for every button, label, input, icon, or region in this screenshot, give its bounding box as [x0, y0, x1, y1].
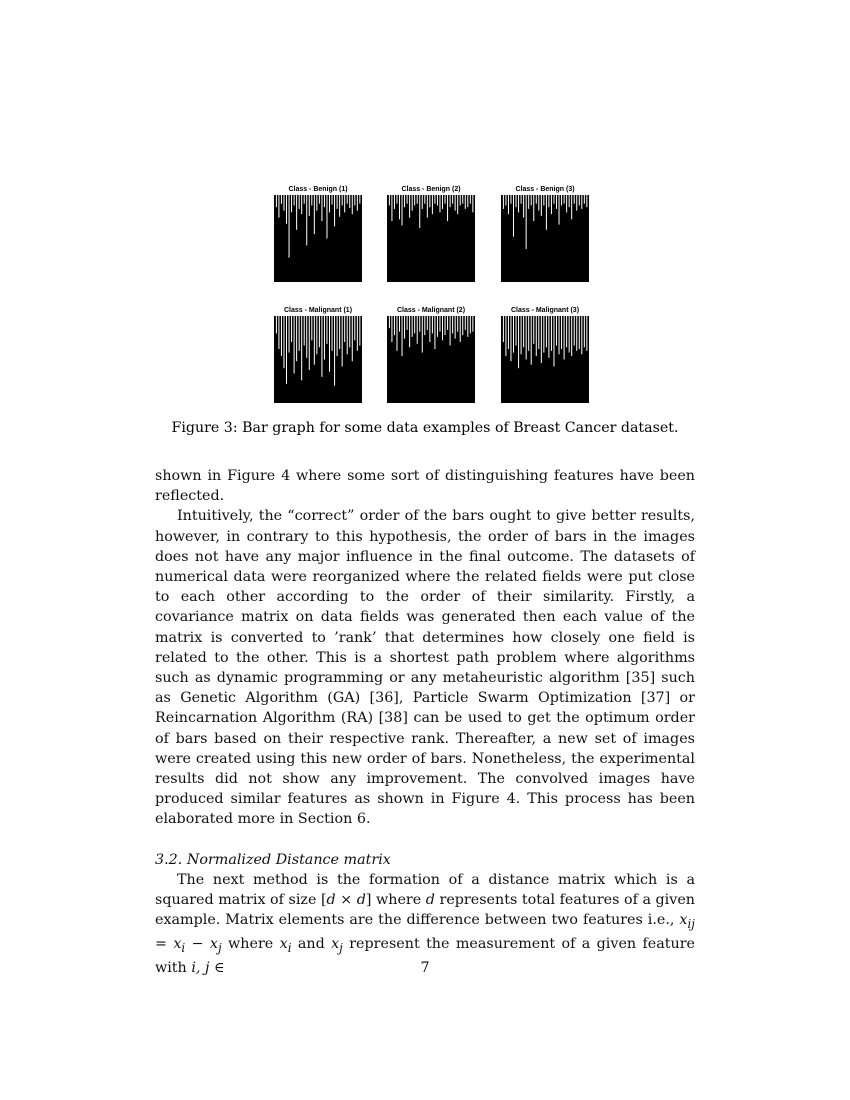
- data-bar: [523, 195, 524, 218]
- data-bar: [391, 316, 392, 342]
- data-bar: [399, 195, 400, 219]
- bar-image: [387, 195, 475, 282]
- data-bar: [559, 195, 560, 225]
- data-bar: [389, 195, 390, 205]
- data-bar: [531, 316, 532, 365]
- data-bar: [528, 195, 529, 209]
- data-bar: [533, 195, 534, 221]
- data-bar: [326, 195, 327, 239]
- data-bar: [347, 195, 348, 204]
- data-bar: [516, 316, 517, 346]
- math-subscript: j: [339, 941, 343, 956]
- data-bar: [419, 195, 420, 228]
- data-bar: [404, 195, 405, 207]
- data-bar: [319, 195, 320, 204]
- data-bar: [462, 195, 463, 204]
- panel-title: Class - Malignant (1): [283, 307, 353, 314]
- data-bar: [553, 195, 554, 204]
- data-bar: [407, 195, 408, 204]
- data-bar: [503, 195, 504, 209]
- data-bar: [337, 195, 338, 209]
- data-bar: [296, 316, 297, 361]
- data-bar: [342, 195, 343, 205]
- text-run: and: [291, 936, 332, 953]
- bar-image: [501, 195, 589, 282]
- data-bar: [296, 195, 297, 230]
- data-bar: [556, 195, 557, 209]
- data-bar: [357, 195, 358, 211]
- text-run: ] where: [365, 892, 426, 909]
- section-heading-3-2: 3.2. Normalized Distance matrix: [155, 851, 391, 868]
- data-bar: [339, 316, 340, 349]
- data-bar: [432, 195, 433, 214]
- data-bar: [314, 316, 315, 365]
- math-subscript: j: [218, 941, 222, 956]
- data-bar: [556, 316, 557, 346]
- data-bar: [546, 195, 547, 230]
- data-bar: [548, 195, 549, 207]
- text-run: The next method is the formation of a distance matrix which is a squared matrix of size [: [155, 871, 695, 909]
- data-bar: [513, 195, 514, 237]
- data-bar: [445, 316, 446, 335]
- data-bar: [409, 195, 410, 218]
- data-bar: [396, 195, 397, 204]
- data-bar: [576, 195, 577, 211]
- data-bar: [462, 316, 463, 335]
- panel-background: [501, 316, 589, 403]
- data-bar: [472, 195, 473, 212]
- body-text: [155, 466, 695, 979]
- data-bar: [437, 195, 438, 205]
- data-bar: [316, 316, 317, 354]
- data-bar: [281, 316, 282, 356]
- data-bar: [452, 316, 453, 333]
- data-bar: [447, 316, 448, 330]
- data-bar: [455, 316, 456, 339]
- data-bar: [513, 316, 514, 353]
- data-bar: [526, 316, 527, 360]
- panel-title: Class - Benign (1): [288, 186, 348, 193]
- data-bar: [347, 316, 348, 354]
- data-bar: [321, 316, 322, 377]
- data-bar: [429, 195, 430, 207]
- data-bar: [586, 316, 587, 351]
- data-bar: [510, 195, 511, 204]
- data-bar: [472, 316, 473, 332]
- data-bar: [439, 195, 440, 212]
- data-bar: [316, 195, 317, 211]
- data-bar: [319, 316, 320, 347]
- data-bar: [581, 195, 582, 209]
- data-bar: [394, 316, 395, 335]
- data-bar: [450, 195, 451, 207]
- data-bar: [538, 195, 539, 211]
- data-bar: [442, 195, 443, 209]
- math-subscript: i: [287, 941, 292, 956]
- data-bar: [559, 316, 560, 354]
- data-bar: [465, 316, 466, 330]
- data-bar: [548, 316, 549, 358]
- math-expr: d: [425, 892, 435, 909]
- data-bar: [516, 195, 517, 207]
- data-bar: [541, 195, 542, 216]
- data-bar: [334, 195, 335, 226]
- data-bar: [533, 316, 534, 344]
- data-bar: [332, 316, 333, 351]
- data-bar: [402, 316, 403, 356]
- data-bar: [470, 195, 471, 204]
- data-bar: [422, 195, 423, 209]
- data-bar: [337, 316, 338, 356]
- text-run: represents total features of a given example. Matrix elements are the difference between two features i.e.,: [155, 892, 695, 929]
- data-bar: [536, 195, 537, 204]
- data-bar: [561, 316, 562, 349]
- math-expr: x: [173, 936, 182, 953]
- data-bar: [518, 195, 519, 212]
- data-bar: [536, 316, 537, 356]
- data-bar: [326, 316, 327, 344]
- data-bar: [289, 195, 290, 258]
- data-bar: [294, 316, 295, 373]
- data-bar: [332, 195, 333, 205]
- bar-image: [274, 316, 362, 403]
- data-bar: [505, 316, 506, 356]
- panel-title: Class - Malignant (3): [510, 307, 580, 314]
- math-expr: x: [279, 936, 288, 953]
- data-bar: [508, 316, 509, 349]
- data-bar: [455, 195, 456, 211]
- panel-title: Class - Benign (3): [515, 186, 575, 193]
- data-bar: [309, 195, 310, 216]
- data-bar: [283, 316, 284, 368]
- panel-background: [274, 195, 362, 282]
- data-bar: [344, 316, 345, 342]
- data-bar: [439, 316, 440, 332]
- math-expr: i, j: [191, 960, 210, 977]
- data-bar: [311, 195, 312, 205]
- data-bar: [508, 195, 509, 214]
- paragraph-intuitively: Intuitively, the “correct” order of the bars ought to give better results, however, in contrary to this hypothesis, the order of bars in the images does not have any major influence in the final outcome. The datasets of numerical data were reorganized where the related fields were put close to each other according to the order of their similarity. Firstly, a covariance matrix on data fields was generated then each value of the matrix is converted to ’rank’ that determines how closely one field is related to the other. This is a shortest path problem where algorithms such as dynamic programming or any metaheuristic algorithm [35] such as Genetic Algorithm (GA) [36], Particle Swarm Optimization [37] or Reincarnation Algorithm (RA) [38] can be used to get the optimum order of bars based on their respective rank. Thereafter, a new set of images were created using this new order of bars. Nonetheless, the experimental results did not show any improvement. The convolved images have produced similar features as shown in Figure 4. This process has been elaborated more in Section 6.: [155, 508, 695, 828]
- data-bar: [412, 316, 413, 337]
- math-expr: x: [679, 912, 688, 929]
- data-bar: [579, 195, 580, 205]
- data-bar: [304, 195, 305, 204]
- data-bar: [510, 316, 511, 361]
- text-run: where: [221, 936, 280, 953]
- data-bar: [404, 316, 405, 339]
- data-bar: [422, 316, 423, 353]
- data-bar: [445, 195, 446, 204]
- data-bar: [427, 316, 428, 330]
- data-bar: [434, 316, 435, 349]
- text-run: −: [185, 936, 210, 953]
- math-expr: d × d: [326, 892, 366, 909]
- data-bar: [574, 316, 575, 346]
- data-bar: [447, 195, 448, 221]
- figure-caption: Figure 3: Bar graph for some data examples of Breast Cancer dataset.: [171, 420, 679, 436]
- data-bar: [551, 316, 552, 351]
- data-bar: [503, 316, 504, 342]
- data-bar: [342, 316, 343, 366]
- data-bar: [505, 195, 506, 205]
- data-bar: [276, 316, 277, 333]
- data-bar: [543, 195, 544, 205]
- panel-title: Class - Malignant (2): [396, 307, 466, 314]
- math-expr: x: [331, 936, 340, 953]
- text-run: ∈: [209, 960, 225, 977]
- data-bar: [518, 316, 519, 368]
- data-bar: [354, 195, 355, 205]
- data-bar: [571, 316, 572, 356]
- data-bar: [354, 316, 355, 340]
- data-bar: [352, 316, 353, 361]
- panel-background: [501, 195, 589, 282]
- paragraph-continuation: shown in Figure 4 where some sort of distinguishing features have been reflected.: [155, 468, 695, 505]
- data-bar: [289, 316, 290, 353]
- data-bar: [396, 316, 397, 351]
- data-bar: [442, 316, 443, 340]
- data-bar: [324, 195, 325, 207]
- data-bar: [291, 195, 292, 212]
- data-bar: [432, 316, 433, 333]
- panel-background: [387, 195, 475, 282]
- data-bar: [470, 316, 471, 333]
- data-bar: [541, 316, 542, 363]
- data-bar: [450, 316, 451, 346]
- data-bar: [389, 316, 390, 328]
- data-bar: [283, 195, 284, 211]
- data-bar: [299, 195, 300, 209]
- data-bar: [460, 195, 461, 205]
- data-bar: [329, 195, 330, 212]
- data-bar: [359, 195, 360, 204]
- math-subscript: ij: [687, 917, 695, 932]
- data-bar: [566, 195, 567, 212]
- data-bar: [531, 195, 532, 205]
- data-bar: [391, 195, 392, 221]
- data-bar: [467, 195, 468, 207]
- data-bar: [584, 316, 585, 347]
- data-bar: [579, 316, 580, 349]
- data-bar: [566, 316, 567, 347]
- math-expr: x: [209, 936, 218, 953]
- data-bar: [324, 316, 325, 360]
- data-bar: [576, 316, 577, 351]
- data-bar: [526, 195, 527, 249]
- data-bar: [344, 195, 345, 212]
- data-bar: [546, 316, 547, 347]
- math-subscript: i: [181, 941, 186, 956]
- data-bar: [321, 195, 322, 221]
- data-bar: [561, 195, 562, 205]
- data-bar: [434, 195, 435, 204]
- data-bar: [564, 316, 565, 360]
- data-bar: [521, 316, 522, 354]
- data-bar: [424, 316, 425, 335]
- data-bar: [465, 195, 466, 209]
- data-bar: [294, 195, 295, 205]
- data-bar: [424, 195, 425, 204]
- data-bar: [301, 316, 302, 380]
- data-bar: [543, 316, 544, 353]
- data-bar: [334, 316, 335, 386]
- data-bar: [357, 316, 358, 351]
- data-bar: [409, 316, 410, 347]
- data-bar: [457, 316, 458, 332]
- data-bar: [586, 195, 587, 207]
- data-bar: [399, 316, 400, 332]
- data-bar: [452, 195, 453, 204]
- bar-image: [501, 316, 589, 403]
- panel-background: [274, 316, 362, 403]
- data-bar: [460, 316, 461, 342]
- data-bar: [569, 316, 570, 353]
- data-bar: [286, 195, 287, 224]
- data-bar: [407, 316, 408, 330]
- data-bar: [278, 316, 279, 349]
- data-bar: [339, 195, 340, 217]
- data-bar: [309, 316, 310, 370]
- data-bar: [457, 195, 458, 214]
- data-bar: [276, 195, 277, 207]
- data-bar: [278, 195, 279, 218]
- data-bar: [467, 316, 468, 337]
- data-bar: [352, 195, 353, 214]
- text-run: =: [155, 936, 174, 953]
- data-bar: [412, 195, 413, 211]
- data-bar: [329, 316, 330, 372]
- data-bar: [359, 316, 360, 346]
- data-bar: [523, 316, 524, 347]
- data-bar: [564, 195, 565, 204]
- data-bar: [291, 316, 292, 342]
- page-number: 7: [420, 960, 430, 976]
- data-bar: [437, 316, 438, 337]
- data-bar: [394, 195, 395, 209]
- data-bar: [417, 195, 418, 204]
- data-bar: [538, 316, 539, 349]
- data-bar: [414, 316, 415, 333]
- data-bar: [581, 316, 582, 354]
- data-bar: [306, 316, 307, 358]
- data-bar: [551, 195, 552, 214]
- data-bar: [574, 195, 575, 204]
- data-bar: [301, 195, 302, 214]
- data-bar: [286, 316, 287, 384]
- data-bar: [304, 316, 305, 346]
- data-bar: [349, 195, 350, 208]
- data-bar: [281, 195, 282, 204]
- data-bar: [569, 195, 570, 207]
- data-bar: [306, 195, 307, 245]
- data-bar: [427, 195, 428, 218]
- data-bar: [521, 195, 522, 204]
- data-bar: [419, 316, 420, 332]
- data-bar: [414, 195, 415, 205]
- data-bar: [528, 316, 529, 351]
- data-bar: [571, 195, 572, 219]
- data-bar: [311, 316, 312, 340]
- data-bar: [429, 316, 430, 342]
- data-bar: [417, 316, 418, 344]
- data-bar: [349, 316, 350, 347]
- panel-title: Class - Benign (2): [401, 186, 461, 193]
- data-bar: [314, 195, 315, 234]
- bar-image: [274, 195, 362, 282]
- panel-background: [387, 316, 475, 403]
- bar-image: [387, 316, 475, 403]
- text-run: represent the measurement of a given feature with: [155, 936, 695, 977]
- data-bar: [584, 195, 585, 204]
- data-bar: [299, 316, 300, 351]
- data-bar: [553, 316, 554, 366]
- data-bar: [402, 195, 403, 225]
